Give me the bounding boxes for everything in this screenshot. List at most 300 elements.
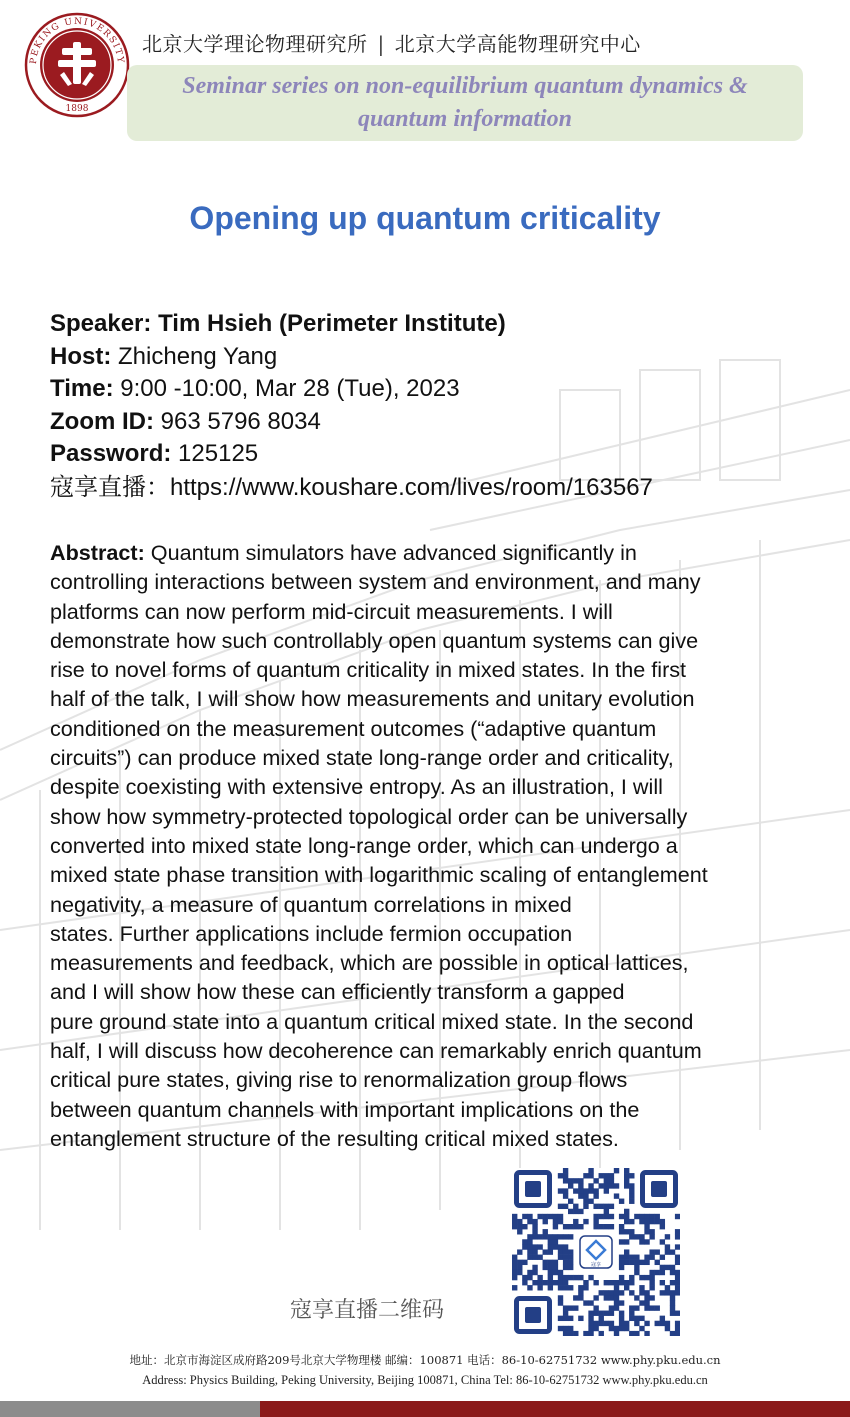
qr-module (522, 1214, 527, 1219)
qr-module (649, 1255, 654, 1260)
qr-module (604, 1183, 609, 1188)
qr-module (573, 1295, 578, 1300)
qr-module (593, 1280, 598, 1285)
qr-module (619, 1255, 624, 1260)
qr-module (532, 1229, 537, 1234)
qr-module (599, 1224, 604, 1229)
qr-module (665, 1290, 670, 1295)
qr-module (553, 1280, 558, 1285)
qr-module (619, 1260, 624, 1265)
qr-module (568, 1183, 573, 1188)
qr-module (660, 1270, 665, 1275)
qr-module (568, 1265, 573, 1270)
qr-module (649, 1270, 654, 1275)
qr-module (517, 1219, 522, 1224)
qr-module (629, 1311, 634, 1316)
qr-module (563, 1326, 568, 1331)
qr-module (675, 1290, 680, 1295)
speaker-value: Tim Hsieh (Perimeter Institute) (158, 310, 506, 337)
qr-module (517, 1229, 522, 1234)
qr-module (619, 1265, 624, 1270)
qr-module (578, 1224, 583, 1229)
qr-module (649, 1275, 654, 1280)
qr-module (578, 1183, 583, 1188)
institute-2: 北京大学高能物理研究中心 (394, 32, 641, 56)
qr-module (649, 1229, 654, 1234)
qr-module (675, 1214, 680, 1219)
qr-module (609, 1321, 614, 1326)
koushare-link[interactable]: https://www.koushare.com/lives/room/163567 (170, 473, 653, 501)
qr-module (517, 1224, 522, 1229)
qr-module (593, 1204, 598, 1209)
qr-module (629, 1260, 634, 1265)
qr-module (675, 1285, 680, 1290)
qr-module (568, 1199, 573, 1204)
qr-module (624, 1173, 629, 1178)
qr-module (609, 1214, 614, 1219)
qr-module (573, 1275, 578, 1280)
host-label: Host: (50, 342, 112, 370)
abstract-line: between quantum channels with important implications on the (50, 1096, 640, 1122)
qr-module (624, 1260, 629, 1265)
qr-module (558, 1188, 563, 1193)
qr-module (527, 1244, 532, 1249)
qr-module (629, 1199, 634, 1204)
qr-module (649, 1234, 654, 1239)
qr-module (619, 1280, 624, 1285)
qr-module (593, 1295, 598, 1300)
password-label: Password: (50, 440, 172, 467)
qr-module (578, 1188, 583, 1193)
qr-module (629, 1193, 634, 1198)
qr-module (609, 1280, 614, 1285)
qr-module (665, 1244, 670, 1249)
qr-module (639, 1316, 644, 1321)
qr-module (563, 1275, 568, 1280)
qr-module (573, 1188, 578, 1193)
qr-module (644, 1260, 649, 1265)
qr-module (563, 1311, 568, 1316)
qr-module (619, 1300, 624, 1305)
qr-module (543, 1249, 548, 1254)
qr-module (512, 1224, 517, 1229)
qr-module (578, 1290, 583, 1295)
qr-module (578, 1285, 583, 1290)
qr-module (619, 1316, 624, 1321)
qr-module (563, 1285, 568, 1290)
footer-address-cn: 地址：北京市海淀区成府路209号北京大学物理楼 邮编：100871 电话：86-10-62751732 www.phy.pku.edu.cn (129, 1353, 721, 1367)
speaker-row (50, 308, 653, 341)
qr-module (548, 1214, 553, 1219)
qr-module (563, 1168, 568, 1173)
qr-module (553, 1214, 558, 1219)
qr-module (558, 1173, 563, 1178)
qr-module (604, 1280, 609, 1285)
abstract (50, 538, 795, 1153)
qr-module (675, 1260, 680, 1265)
qr-module (629, 1305, 634, 1310)
qr-module (558, 1214, 563, 1219)
qr-module (588, 1173, 593, 1178)
qr-module (675, 1255, 680, 1260)
qr-module (639, 1239, 644, 1244)
koushare-qr-code[interactable] (512, 1168, 680, 1336)
qr-module (644, 1290, 649, 1295)
qr-module (614, 1285, 619, 1290)
qr-module (558, 1326, 563, 1331)
qr-module (512, 1265, 517, 1270)
abstract-line: rise to novel forms of quantum criticality in mixed states. In the first (50, 657, 687, 683)
bottom-bar-gray (0, 1401, 260, 1417)
qr-module (578, 1295, 583, 1300)
qr-module (599, 1204, 604, 1209)
qr-module (517, 1249, 522, 1254)
qr-module (604, 1295, 609, 1300)
qr-module (604, 1321, 609, 1326)
qr-module (649, 1295, 654, 1300)
qr-module (563, 1244, 568, 1249)
qr-module (634, 1234, 639, 1239)
qr-module (655, 1305, 660, 1310)
qr-module (675, 1234, 680, 1239)
qr-module (593, 1305, 598, 1310)
qr-module (558, 1255, 563, 1260)
qr-module (537, 1234, 542, 1239)
qr-module (619, 1214, 624, 1219)
qr-module (619, 1275, 624, 1280)
qr-module (537, 1214, 542, 1219)
qr-module (593, 1188, 598, 1193)
qr-module (599, 1290, 604, 1295)
qr-module (629, 1290, 634, 1295)
qr-module (665, 1249, 670, 1254)
qr-module (670, 1290, 675, 1295)
qr-module (593, 1326, 598, 1331)
qr-module (558, 1249, 563, 1254)
qr-module (563, 1260, 568, 1265)
qr-module (604, 1290, 609, 1295)
qr-module (563, 1331, 568, 1336)
qr-module (527, 1234, 532, 1239)
qr-module (619, 1199, 624, 1204)
zoom-label: Zoom ID: (50, 407, 154, 435)
qr-module (619, 1311, 624, 1316)
qr-module (583, 1300, 588, 1305)
qr-module (548, 1249, 553, 1254)
qr-module (624, 1321, 629, 1326)
qr-module (655, 1249, 660, 1254)
abstract-line: despite coexisting with extensive entropy. As an illustration, I will (50, 774, 663, 800)
qr-module (619, 1224, 624, 1229)
qr-module (644, 1331, 649, 1336)
abstract-line: negativity, a measure of quantum correlations in mixed (50, 891, 572, 917)
qr-module (624, 1168, 629, 1173)
qr-module (649, 1285, 654, 1290)
qr-module (599, 1321, 604, 1326)
qr-module (527, 1255, 532, 1260)
qr-module (675, 1275, 680, 1280)
qr-module (563, 1234, 568, 1239)
qr-module (639, 1234, 644, 1239)
abstract-line: converted into mixed state long-range order, which can undergo a (50, 832, 678, 858)
qr-module (583, 1188, 588, 1193)
qr-module (583, 1204, 588, 1209)
qr-module (553, 1265, 558, 1270)
qr-module (634, 1270, 639, 1275)
qr-caption: 寇享直播二维码 (290, 1298, 445, 1323)
qr-module (558, 1244, 563, 1249)
qr-module (573, 1204, 578, 1209)
qr-module (548, 1280, 553, 1285)
qr-module (644, 1275, 649, 1280)
qr-module (604, 1178, 609, 1183)
footer-address-en: Address: Physics Building, Peking University, Beijing 100871, China Tel: 86-10-62751732 www.phy.pku.edu.cn (142, 1373, 708, 1387)
qr-module (624, 1209, 629, 1214)
qr-module (604, 1204, 609, 1209)
qr-module (634, 1260, 639, 1265)
qr-module (660, 1255, 665, 1260)
qr-module (619, 1239, 624, 1244)
qr-module (624, 1214, 629, 1219)
qr-module (588, 1316, 593, 1321)
qr-module (583, 1199, 588, 1204)
qr-module (634, 1316, 639, 1321)
qr-module (548, 1275, 553, 1280)
qr-module (532, 1249, 537, 1254)
qr-module (593, 1219, 598, 1224)
qr-module (660, 1321, 665, 1326)
abstract-line: states. Further applications include fermion occupation (50, 920, 573, 946)
qr-module (634, 1331, 639, 1336)
qr-module (563, 1204, 568, 1209)
qr-module (593, 1321, 598, 1326)
qr-module (629, 1234, 634, 1239)
qr-module (563, 1173, 568, 1178)
qr-module (655, 1260, 660, 1265)
qr-module (629, 1275, 634, 1280)
qr-module (588, 1188, 593, 1193)
qr-module (624, 1219, 629, 1224)
qr-module (629, 1255, 634, 1260)
qr-module (573, 1331, 578, 1336)
qr-module (588, 1321, 593, 1326)
qr-module (558, 1219, 563, 1224)
qr-module (593, 1178, 598, 1183)
qr-module (512, 1275, 517, 1280)
abstract-line: show how symmetry-protected topological order can be universally (50, 803, 688, 829)
qr-module (609, 1305, 614, 1310)
qr-module (522, 1239, 527, 1244)
qr-module (675, 1270, 680, 1275)
qr-module (660, 1219, 665, 1224)
qr-module (548, 1239, 553, 1244)
qr-module (599, 1173, 604, 1178)
qr-module (543, 1229, 548, 1234)
qr-module (558, 1300, 563, 1305)
qr-module (649, 1249, 654, 1254)
qr-module (655, 1270, 660, 1275)
qr-module (548, 1285, 553, 1290)
host-value: Zhicheng Yang (118, 342, 278, 370)
qr-module (614, 1168, 619, 1173)
abstract-line: conditioned on the measurement outcomes (“adaptive quantum (50, 715, 657, 741)
qr-module (563, 1188, 568, 1193)
qr-module (588, 1326, 593, 1331)
qr-module (522, 1260, 527, 1265)
qr-module (604, 1311, 609, 1316)
qr-module (614, 1295, 619, 1300)
qr-module (599, 1214, 604, 1219)
qr-module (543, 1260, 548, 1265)
zoom-row (50, 406, 653, 439)
qr-module (639, 1214, 644, 1219)
qr-module (532, 1255, 537, 1260)
qr-module (624, 1285, 629, 1290)
institute-1: 北京大学理论物理研究所 (142, 32, 368, 56)
qr-module (563, 1249, 568, 1254)
qr-module (649, 1219, 654, 1224)
qr-module (599, 1331, 604, 1336)
qr-module (604, 1188, 609, 1193)
qr-module (558, 1295, 563, 1300)
qr-module (649, 1280, 654, 1285)
qr-module (578, 1275, 583, 1280)
qr-module (629, 1219, 634, 1224)
abstract-line: critical pure states, giving rise to renormalization group flows (50, 1067, 628, 1093)
qr-module (543, 1280, 548, 1285)
qr-module (588, 1311, 593, 1316)
qr-module (634, 1295, 639, 1300)
qr-module (660, 1265, 665, 1270)
qr-module (517, 1265, 522, 1270)
qr-module (634, 1255, 639, 1260)
qr-module (614, 1183, 619, 1188)
qr-module (568, 1224, 573, 1229)
peking-university-logo (24, 12, 130, 118)
qr-module (548, 1270, 553, 1275)
qr-module (619, 1290, 624, 1295)
speaker-label: Speaker: (50, 310, 152, 337)
qr-module (543, 1214, 548, 1219)
qr-module (527, 1219, 532, 1224)
qr-module (548, 1244, 553, 1249)
qr-module (532, 1270, 537, 1275)
series-line-2: quantum information (357, 106, 573, 132)
qr-module (619, 1321, 624, 1326)
qr-module (563, 1255, 568, 1260)
qr-module (558, 1285, 563, 1290)
qr-module (568, 1255, 573, 1260)
qr-module (675, 1229, 680, 1234)
qr-module (639, 1285, 644, 1290)
qr-module (522, 1280, 527, 1285)
qr-module (588, 1300, 593, 1305)
qr-module (639, 1300, 644, 1305)
qr-module (522, 1224, 527, 1229)
qr-module (665, 1326, 670, 1331)
qr-module (639, 1275, 644, 1280)
qr-module (593, 1311, 598, 1316)
institute-separator: | (377, 32, 385, 56)
qr-module (568, 1326, 573, 1331)
qr-module (548, 1234, 553, 1239)
qr-module (670, 1270, 675, 1275)
qr-module (578, 1178, 583, 1183)
qr-module (553, 1219, 558, 1224)
qr-module (537, 1255, 542, 1260)
qr-module (527, 1270, 532, 1275)
qr-module (532, 1224, 537, 1229)
qr-module (599, 1316, 604, 1321)
qr-module (644, 1321, 649, 1326)
qr-module (578, 1209, 583, 1214)
qr-module (588, 1183, 593, 1188)
qr-module (655, 1214, 660, 1219)
qr-module (532, 1234, 537, 1239)
abstract-line: half, I will discuss how decoherence can remarkably enrich quantum (50, 1038, 702, 1064)
qr-module (675, 1331, 680, 1336)
qr-module (629, 1316, 634, 1321)
qr-module (522, 1244, 527, 1249)
qr-module (644, 1219, 649, 1224)
institute-line (142, 28, 641, 57)
qr-module (563, 1316, 568, 1321)
qr-module (578, 1193, 583, 1198)
qr-module (537, 1280, 542, 1285)
qr-module (537, 1275, 542, 1280)
qr-module (675, 1311, 680, 1316)
qr-module (512, 1270, 517, 1275)
qr-module (568, 1209, 573, 1214)
qr-module (588, 1331, 593, 1336)
qr-module (583, 1173, 588, 1178)
qr-module (629, 1331, 634, 1336)
qr-module (588, 1275, 593, 1280)
qr-module (670, 1295, 675, 1300)
abstract-label: Abstract: (50, 540, 145, 565)
qr-module (532, 1219, 537, 1224)
qr-module (629, 1280, 634, 1285)
qr-module (624, 1326, 629, 1331)
qr-module (609, 1173, 614, 1178)
qr-module (553, 1260, 558, 1265)
qr-module (644, 1305, 649, 1310)
qr-module (583, 1280, 588, 1285)
qr-module (655, 1219, 660, 1224)
qr-module (614, 1193, 619, 1198)
qr-module (634, 1214, 639, 1219)
qr-module (624, 1239, 629, 1244)
qr-module (548, 1260, 553, 1265)
qr-module (527, 1285, 532, 1290)
qr-module (660, 1290, 665, 1295)
qr-module (609, 1290, 614, 1295)
qr-module (593, 1224, 598, 1229)
qr-module (639, 1260, 644, 1265)
logo-arc-text: PEKING UNIVERSITY (28, 16, 126, 65)
qr-module (568, 1178, 573, 1183)
qr-module (568, 1260, 573, 1265)
qr-module (573, 1178, 578, 1183)
qr-module (532, 1244, 537, 1249)
qr-module (670, 1331, 675, 1336)
qr-module (675, 1280, 680, 1285)
qr-module (609, 1183, 614, 1188)
qr-module (568, 1275, 573, 1280)
qr-module (532, 1280, 537, 1285)
qr-module (644, 1224, 649, 1229)
qr-module (553, 1234, 558, 1239)
